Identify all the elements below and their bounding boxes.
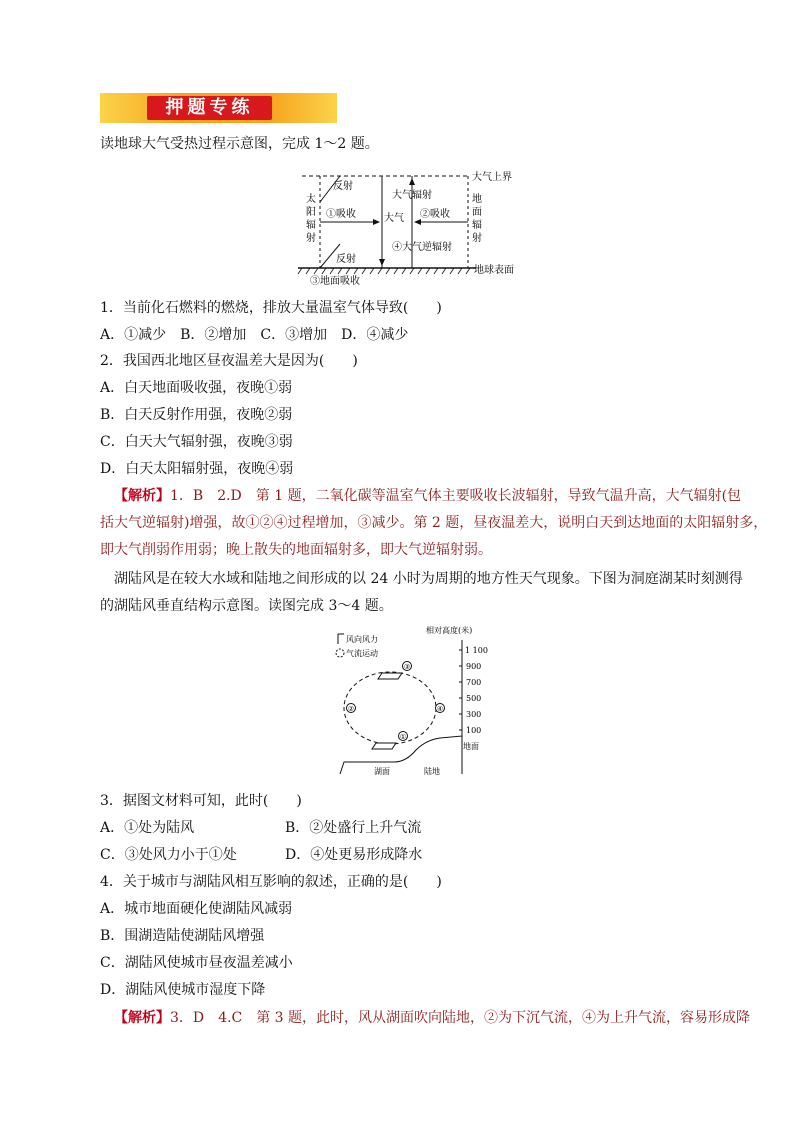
label-lake: 湖面 — [374, 767, 390, 776]
label-surface: 地球表面 — [474, 265, 514, 276]
intro-2-line1: 湖陆风是在较大水域和陆地之间形成的以 24 小时为周期的地方性天气现象。下图为洞庭湖某时刻测得 — [114, 571, 743, 587]
q4-option-b: B．围湖造陆使湖陆风增强 — [100, 928, 265, 944]
label-2: ② — [347, 705, 355, 713]
q3-option-c: C．③处风力小于①处 — [100, 847, 237, 863]
analysis1-text1: 1．B 2.D 第 1 题，二氧化碳等温室气体主要吸收长波辐射，导致气温升高，大气辐射(包 — [170, 488, 742, 504]
lake-land-breeze-diagram — [330, 622, 500, 778]
analysis1-line3: 即大气削弱作用弱；晚上散失的地面辐射多，即大气逆辐射弱。 — [100, 542, 492, 558]
tick-1100: 1 100 — [465, 646, 488, 655]
label-ground-4: 射 — [472, 233, 482, 244]
q2-option-a: A．白天地面吸收强，夜晚①弱 — [100, 380, 293, 396]
label-solar-1: 太 — [306, 194, 316, 205]
q2-stem: 2．我国西北地区昼夜温差大是因为( ) — [100, 353, 358, 369]
q1-options: A．①减少 B．②增加 C．③增加 D．④减少 — [100, 327, 409, 343]
label-upper-atmosphere: 大气上界 — [472, 172, 512, 183]
label-solar-4: 射 — [306, 233, 316, 244]
tick-300: 300 — [466, 710, 482, 719]
intro-2-line2: 的湖陆风垂直结构示意图。读图完成 3～4 题。 — [100, 598, 393, 614]
label-absorb-2: ②吸收 — [420, 209, 450, 220]
label-ground-3: 辐 — [472, 220, 482, 231]
q4-stem: 4．关于城市与湖陆风相互影响的叙述，正确的是( ) — [100, 874, 442, 890]
q2-option-c: C．白天大气辐射强，夜晚③弱 — [100, 434, 293, 450]
analysis2-line1 — [114, 1009, 750, 1027]
analysis1-line1 — [114, 487, 741, 505]
label-1: ① — [399, 733, 407, 741]
label-land: 陆地 — [424, 767, 440, 776]
label-3: ③ — [403, 663, 411, 671]
q3-stem: 3．据图文材料可知，此时( ) — [100, 793, 302, 809]
label-absorb-1: ①吸收 — [326, 209, 356, 220]
q2-option-d: D．白天太阳辐射强，夜晚④弱 — [100, 461, 294, 477]
analysis1-line2: 括大气逆辐射)增强，故①②④过程增加，③减少。第 2 题，昼夜温差大，说明白天到达地面的太阳辐射多， — [100, 515, 768, 531]
tick-ground: 地面 — [463, 742, 479, 751]
label-ground-absorb: ③地面吸收 — [310, 276, 360, 287]
q2-option-b: B．白天反射作用强，夜晚②弱 — [100, 407, 293, 423]
label-ground-2: 面 — [472, 207, 482, 218]
banner-title: 押题专练 — [165, 97, 254, 118]
q3-option-b: B．②处盛行上升气流 — [285, 820, 422, 836]
tick-500: 500 — [466, 694, 482, 703]
q4-option-d: D．湖陆风使城市湿度下降 — [100, 982, 266, 998]
tick-100: 100 — [466, 726, 482, 735]
label-atmos-radiation: 大气辐射 — [392, 190, 432, 201]
label-solar-2: 阳 — [306, 207, 316, 218]
intro-1: 读地球大气受热过程示意图，完成 1～2 题。 — [100, 136, 379, 152]
label-4: ④ — [436, 705, 444, 713]
tick-900: 900 — [466, 662, 482, 671]
label-solar-3: 辐 — [306, 220, 316, 231]
label-atmosphere: 大气 — [384, 213, 404, 224]
label-counter-radiation: ④大气逆辐射 — [392, 242, 452, 253]
legend-air: 气流运动 — [346, 649, 378, 658]
q4-option-c: C．湖陆风使城市昼夜温差减小 — [100, 955, 293, 971]
label-reflect-top: 反射 — [333, 181, 353, 192]
analysis2-tag: 【解析】 — [114, 1010, 170, 1026]
axis-title: 相对高度(米) — [426, 626, 473, 635]
q3-option-a: A．①处为陆风 — [100, 820, 195, 836]
q1-stem: 1．当前化石燃料的燃烧，排放大量温室气体导致( ) — [100, 300, 442, 316]
analysis2-text1: 3．D 4.C 第 3 题，此时，风从湖面吹向陆地，②为下沉气流，④为上升气流，容易形成降 — [170, 1010, 751, 1026]
label-ground-1: 地 — [472, 194, 482, 205]
analysis1-tag: 【解析】 — [114, 488, 170, 504]
tick-700: 700 — [466, 678, 482, 687]
q3-option-d: D．④处更易形成降水 — [285, 847, 423, 863]
atmosphere-heating-diagram — [296, 164, 528, 288]
label-reflect-bottom: 反射 — [336, 254, 356, 265]
q4-option-a: A．城市地面硬化使湖陆风减弱 — [100, 901, 293, 917]
legend-wind: 风向风力 — [346, 635, 378, 644]
section-banner — [100, 93, 337, 123]
